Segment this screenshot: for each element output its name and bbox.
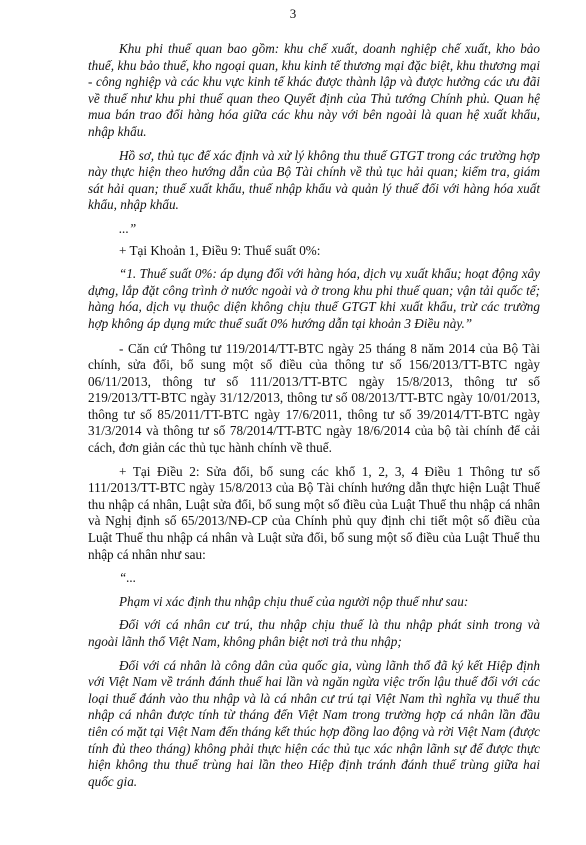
- paragraph-clause-1-article-9: + Tại Khoản 1, Điều 9: Thuế suất 0%:: [119, 242, 321, 258]
- paragraph-circular-119: - Căn cứ Thông tư 119/2014/TT-BTC ngày 25 tháng 8 năm 2014 của Bộ Tài chính, sửa đổi, bổ sung một số điều của thông tư số 156/2013/TT-BTC ngày 06/11/2013, thông tư số 111/2013/TT-BTC ngày 15/8/2013, thông tư số 219/2013/TT-BTC ngày 31/12/2013, thông tư số 08/2013/TT-BTC ngày 10/01/2013, thông tư số 85/2011/TT-BTC ngày 17/6/2011, thông tư số 39/2014/TT-BTC ngày 31/3/2014 và thông tư số 78/2014/TT-BTC ngày 18/6/2014 của bộ tài chính để cải cách, đơn giản các thủ tục hành chính về thuế.: [88, 340, 540, 456]
- paragraph-quote-close: ...”: [119, 220, 137, 236]
- page-number: 3: [289, 6, 297, 21]
- paragraph-taxable-scope: Phạm vi xác định thu nhập chịu thuế của người nộp thuế như sau:: [119, 593, 469, 609]
- paragraph-non-tariff-zones: Khu phi thuế quan bao gồm: khu chế xuất, doanh nghiệp chế xuất, kho bảo thuế, khu bảo thuế, kho ngoại quan, khu kinh tế thương mại đặc biệt, khu thương mại - công nghiệp và các khu vực kinh tế khác được thành lập và được hưởng các ưu đãi về thuế như khu phi thuế quan theo Quyết định của Thủ tướng Chính phủ. Quan hệ mua bán trao đổi hàng hóa giữa các khu này với bên ngoài là quan hệ xuất khẩu, nhập khẩu.: [88, 41, 540, 139]
- paragraph-zero-rate-quote: “1. Thuế suất 0%: áp dụng đối với hàng hóa, dịch vụ xuất khẩu; hoạt động xây dựng, lắp đặt công trình ở nước ngoài và ở trong khu phi thuế quan; vận tải quốc tế; hàng hóa, dịch vụ thuộc diện không chịu thuế GTGT khi xuất khẩu, trừ các trường hợp không áp dụng mức thuế suất 0% hướng dẫn tại khoản 3 Điều này.”: [88, 266, 540, 331]
- paragraph-vat-procedures: Hồ sơ, thủ tục để xác định và xử lý không thu thuế GTGT trong các trường hợp này thực hiện theo hướng dẫn của Bộ Tài chính về thủ tục hải quan; kiểm tra, giám sát hải quan; thuế xuất khẩu, thuế nhập khẩu và quản lý thuế đối với hàng hóa xuất khẩu, nhập khẩu.: [88, 147, 540, 213]
- paragraph-treaty-citizens: Đối với cá nhân là công dân của quốc gia, vùng lãnh thổ đã ký kết Hiệp định với Việt Nam về tránh đánh thuế hai lần và ngăn ngừa việc trốn lậu thuế đối với các loại thuế đánh vào thu nhập và là cá nhân cư trú tại Việt Nam thì nghĩa vụ thuế thu nhập cá nhân được tính từ tháng đến Việt Nam trong trường hợp cá nhân lần đầu tiên có mặt tại Việt Nam đến tháng kết thúc hợp đồng lao động và rời Việt Nam (được tính đủ theo tháng) không phải thực hiện các thủ tục xác nhận lãnh sự để được thực hiện không thu thuế trùng hai lần theo Hiệp định tránh đánh thuế trùng giữa hai quốc gia.: [88, 657, 540, 789]
- document-body: [88, 41, 540, 797]
- paragraph-resident-income: Đối với cá nhân cư trú, thu nhập chịu thuế là thu nhập phát sinh trong và ngoài lãnh thổ Việt Nam, không phân biệt nơi trả thu nhập;: [88, 617, 540, 649]
- paragraph-quote-open: “...: [119, 570, 137, 586]
- paragraph-article-2: + Tại Điều 2: Sửa đổi, bổ sung các khổ 1, 2, 3, 4 Điều 1 Thông tư số 111/2013/TT-BTC ngày 15/8/2013 của Bộ Tài chính hướng dẫn thực hiện Luật Thuế thu nhập cá nhân, Luật sửa đổi, bổ sung một số điều của Luật Thuế thu nhập cá nhân và Nghị định số 65/2013/NĐ-CP của Chính phủ quy định chi tiết một số điều của Luật Thuế thu nhập cá nhân và Luật sửa đổi, bổ sung một số điều của Luật Thuế thu nhập cá nhân như sau:: [88, 463, 540, 562]
